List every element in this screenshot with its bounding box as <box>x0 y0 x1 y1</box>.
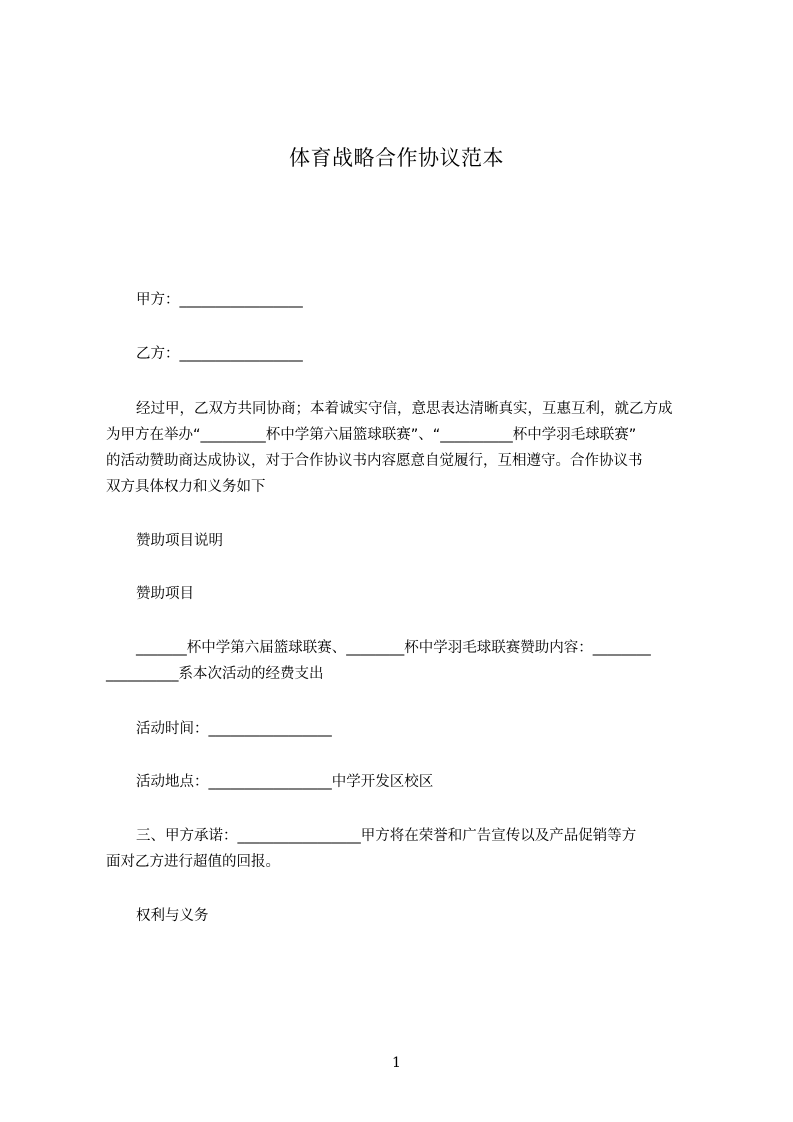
party-a-commitment-line-1: 三、甲方承诺：_________________甲方将在荣誉和广告宣传以及产品促销等方 <box>136 828 637 844</box>
page-number: 1 <box>392 1055 401 1071</box>
party-b-line: 乙方：_________________ <box>136 346 303 362</box>
intro-line-4: 双方具体权力和义务如下 <box>106 479 266 495</box>
sponsorship-content-line-2: __________系本次活动的经费支出 <box>106 666 324 682</box>
intro-line-3: 的活动赞助商达成协议，对于合作协议书内容愿意自觉履行，互相遵守。合作协议书 <box>106 453 643 469</box>
sponsorship-content-line-1: _______杯中学第六届篮球联赛、________杯中学羽毛球联赛赞助内容：________ <box>136 640 651 656</box>
section-sponsorship-items: 赞助项目 <box>136 586 194 602</box>
section-rights-obligations: 权利与义务 <box>136 908 209 924</box>
section-sponsorship-description: 赞助项目说明 <box>136 533 223 549</box>
activity-time-line: 活动时间：_________________ <box>136 721 332 737</box>
intro-line-1: 经过甲，乙双方共同协商；本着诚实守信，意思表达清晰真实，互惠互利，就乙方成 <box>136 401 673 417</box>
party-a-line: 甲方：_________________ <box>136 292 303 308</box>
party-a-commitment-line-2: 面对乙方进行超值的回报。 <box>106 854 280 870</box>
intro-line-2: 为甲方在举办“_________杯中学第六届篮球联赛”、“__________杯中学羽毛球联赛” <box>106 427 637 443</box>
activity-place-line: 活动地点：_________________中学开发区校区 <box>136 774 434 790</box>
document-title: 体育战略合作协议范本 <box>289 146 504 170</box>
